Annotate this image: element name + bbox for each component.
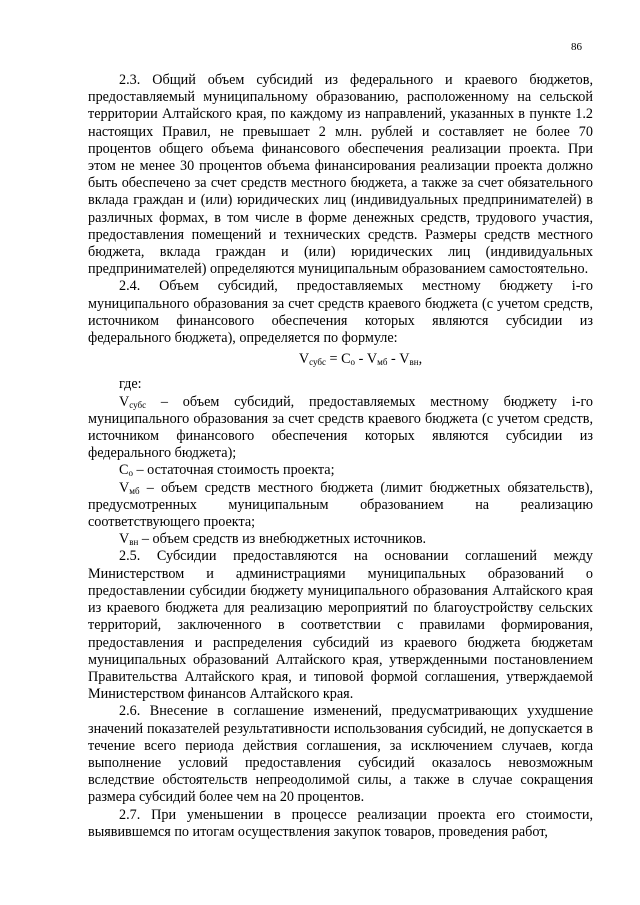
formula-equals: =: [325, 351, 342, 368]
definition-v-subs: [88, 394, 593, 463]
formula-term-2-sub: мб: [377, 357, 388, 368]
subsidy-formula: [88, 351, 593, 368]
definition-text: – объем субсидий, предоставляемых местному бюджету i-го муниципального образования за счет средств краевого бюджета (с учетом средств, источником финансового обеспечения которых являются субсидии из федерального бюджета);: [88, 393, 593, 462]
formula-minus-1: -: [355, 351, 367, 368]
where-label: где:: [119, 376, 142, 393]
paragraph-2-7: 2.7. При уменьшении в процессе реализации проекта его стоимости, выявившемся по итогам осуществления закупок товаров, проведения работ,: [88, 806, 593, 840]
formula-term-3: V: [399, 351, 410, 368]
formula-term-1-sub: о: [350, 357, 356, 368]
formula-term-3-sub: вн: [409, 357, 419, 368]
formula-end: ,: [418, 351, 423, 368]
definition-v-mb: [88, 480, 593, 532]
definition-symbol-sub: мб: [129, 485, 140, 496]
paragraph-2-6: 2.6. Внесение в соглашение изменений, предусматривающих ухудшение значений показателей результативности использования субсидий, не допускается в течение всего периода действия соглашения, за исключением случаев, когда выполнение условий предоставления субсидий оказалось невозможным вследствие обстоятельств непреодолимой силы, а также в случае сокращения размера субсидий более чем на 20 процентов.: [88, 703, 593, 806]
formula-term-2: V: [366, 351, 378, 368]
formula-minus-2: -: [387, 351, 400, 368]
definition-symbol: C: [119, 462, 129, 479]
formula-lhs-sub: субс: [309, 357, 326, 368]
definition-symbol-sub: вн: [129, 537, 139, 548]
document-body: [88, 72, 593, 841]
definition-text: – объем средств местного бюджета (лимит бюджетных обязательств), предусмотренных муниципальным образованием на реализацию соответствующего проекта;: [88, 479, 593, 531]
paragraph-2-4: 2.4. Объем субсидий, предоставляемых местному бюджету i-го муниципального образования за счет средств краевого бюджета (с учетом средств, источником финансового обеспечения которых являются субсидии из федерального бюджета), определяется по формуле:: [88, 278, 593, 347]
definition-symbol: V: [119, 479, 130, 496]
definition-c-o: [88, 462, 593, 479]
definition-symbol-sub: о: [128, 468, 133, 479]
formula-term-1: C: [341, 351, 351, 368]
definition-symbol: V: [119, 531, 130, 548]
page-number: 86: [571, 41, 582, 53]
definition-text: – объем средств из внебюджетных источников.: [138, 531, 427, 548]
definition-symbol-sub: субс: [129, 399, 147, 410]
paragraph-2-5: 2.5. Субсидии предоставляются на основании соглашений между Министерством и администрациями муниципальных образований о предоставлении субсидии бюджету муниципального образования Алтайского края из краевого бюджета для реализацию мероприятий по благоустройству сельских территорий, заключенного в соответствии с правилами формирования, предоставления и распределения субсидий из краевого бюджета бюджетам муниципальных образований Алтайского края, утвержденными постановлением Правительства Алтайского края, и типовой формой соглашения, утверждаемой Министерством финансов Алтайского края.: [88, 548, 593, 703]
definition-symbol: V: [119, 393, 130, 410]
definition-text: – остаточная стоимость проекта;: [132, 462, 335, 479]
definition-v-vn: [88, 531, 593, 548]
paragraph-2-3: 2.3. Общий объем субсидий из федерального и краевого бюджетов, предоставляемый муниципальному образованию, расположенному на сельской территории Алтайского края, по каждому из направлений, указанных в пункте 1.2 настоящих Правил, не превышает 2 млн. рублей и составляет не более 70 процентов общего объема финансового обеспечения реализации проекта. При этом не менее 30 процентов объема финансирования реализации проекта должно быть обеспечено за счет средств местного бюджета, а также за счет обязательного вклада граждан и (или) юридических лиц (индивидуальных предпринимателей) в различных формах, в том числе в форме денежных средств, трудового участия, предоставления помещений и технических средств. Размеры средств местного бюджета, вклада граждан и (или) юридических лиц (индивидуальных предпринимателей) определяются муниципальным образованием самостоятельно.: [88, 72, 593, 278]
formula-lhs: V: [298, 351, 310, 368]
